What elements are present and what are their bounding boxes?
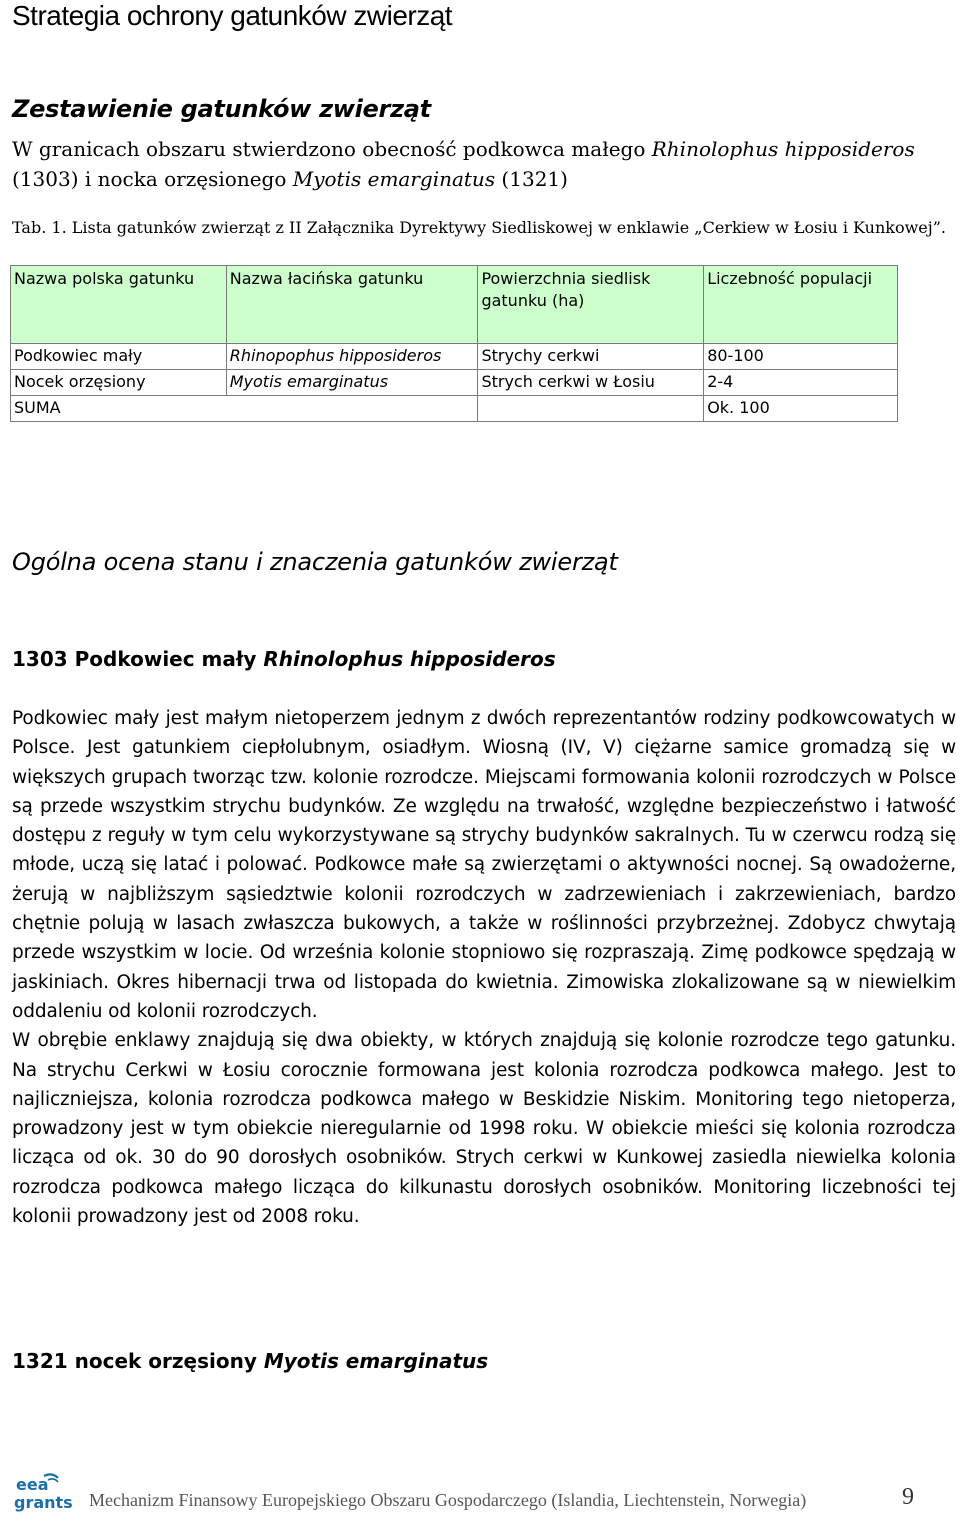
- eea-grants-logo-icon: [8, 1472, 80, 1512]
- page-number: 9: [902, 1484, 914, 1510]
- header-latin-name: Nazwa łacińska gatunku: [226, 266, 478, 344]
- intro-latin-2: Myotis emarginatus: [292, 167, 496, 191]
- cell-polish-name: Podkowiec mały: [11, 344, 227, 370]
- cell-habitat: Strychy cerkwi: [478, 344, 704, 370]
- cell-polish-name: Nocek orzęsiony: [11, 370, 227, 396]
- table-caption: Tab. 1. Lista gatunków zwierząt z II Załącznika Dyrektywy Siedliskowej w enklawie „Cerkiew w Łosiu i Kunkowej”.: [12, 218, 946, 237]
- species-heading-prefix: 1321 nocek orzęsiony: [12, 1349, 264, 1373]
- cell-habitat: Strych cerkwi w Łosiu: [478, 370, 704, 396]
- intro-text-3: (1321): [495, 167, 568, 191]
- cell-sum-value: Ok. 100: [704, 396, 898, 422]
- paragraph: Podkowiec mały jest małym nietoperzem jednym z dwóch reprezentantów rodziny podkowcowatych w Polsce. Jest gatunkiem ciepłolubnym, osiadłym. Wiosną (IV, V) ciężarne samice gromadzą się w większych grupach tworząc tzw. kolonie rozrodcze. Miejscami formowania kolonii rozrodczych w Polsce są przede wszystkim strychu budynków. Ze względu na trwałość, względne bezpieczeństwo i łatwość dostępu z reguły w tym celu wykorzystywane są strychy budynków sakralnych. Tu w czerwcu rodzą się młode, uczą się latać i polować. Podkowce małe są zwierzętami o aktywności nocnej. Są owadożerne, żerują w najbliższym sąsiedztwie kolonii rozrodczych w zadrzewieniach i zakrzewieniach, bardzo chętnie polują w lasach zwłaszcza bukowych, a także w roślinności przybrzeżnej. Zdobycz chwytają przede wszystkim w locie. Od września kolonie stopniowo się rozpraszają. Zimę podkowce spędzają w jaskiniach. Okres hibernacji trwa od listopada do kwietnia. Zimowiska zlokalizowane są w niewielkim oddaleniu od kolonii rozrodczych.: [12, 708, 956, 1022]
- species-heading-1321: [12, 1349, 488, 1373]
- table-row: [11, 344, 898, 370]
- species-table: [10, 265, 898, 422]
- page-footer: [0, 1460, 960, 1523]
- table-header-row: [11, 266, 898, 344]
- header-polish-name: Nazwa polska gatunku: [11, 266, 227, 344]
- intro-text-1: W granicach obszaru stwierdzono obecność podkowca małego: [12, 137, 652, 161]
- intro-latin-1: Rhinolophus hipposideros: [651, 137, 915, 161]
- paragraph: W obrębie enklawy znajdują się dwa obiekty, w których znajdują się kolonie rozrodcze tego gatunku. Na strychu Cerkwi w Łosiu corocznie formowana jest kolonia rozrodcza podkowca małego. Jest to najliczniejsza, kolonia rozrodcza podkowca małego w Beskidzie Niskim. Monitoring tego nietoperza, prowadzony jest w tym obiekcie nieregularnie od 1998 roku. W obiekcie mieści się kolonia rozrodcza licząca od ok. 30 do 90 dorosłych osobników. Strych cerkwi w Kunkowej zasiedla niewielka kolonia rozrodcza podkowca małego licząca do kilkunastu dorosłych osobników. Monitoring liczebności tej kolonii prowadzony jest od 2008 roku.: [12, 1030, 956, 1228]
- table-row: [11, 370, 898, 396]
- header-population: Liczebność populacji: [704, 266, 898, 344]
- cell-sum-label: SUMA: [11, 396, 227, 422]
- cell-empty: [478, 396, 704, 422]
- cell-latin-name: Rhinopophus hipposideros: [226, 344, 478, 370]
- cell-population: 80-100: [704, 344, 898, 370]
- page-title: Strategia ochrony gatunków zwierząt: [12, 0, 453, 31]
- table-sum-row: [11, 396, 898, 422]
- cell-population: 2-4: [704, 370, 898, 396]
- species-heading-prefix: 1303 Podkowiec mały: [12, 647, 264, 671]
- header-habitat-area: Powierzchnia siedlisk gatunku (ha): [478, 266, 704, 344]
- species-heading-latin: Rhinolophus hipposideros: [263, 647, 556, 671]
- intro-paragraph: [12, 134, 952, 194]
- intro-text-2: (1303) i nocka orzęsionego: [12, 167, 293, 191]
- species-heading-1303: [12, 647, 556, 671]
- species-heading-latin: Myotis emarginatus: [263, 1349, 489, 1373]
- footer-text: Mechanizm Finansowy Europejskiego Obszaru Gospodarczego (Islandia, Liechtenstein, Norwegia): [89, 1490, 807, 1510]
- section-heading: Zestawienie gatunków zwierząt: [12, 95, 431, 123]
- assessment-heading: Ogólna ocena stanu i znaczenia gatunków zwierząt: [12, 548, 618, 576]
- eea-grants-logo: [8, 1472, 80, 1512]
- logo-text-top: eea: [16, 1475, 49, 1494]
- species-description: [12, 704, 956, 1231]
- cell-latin-name: Myotis emarginatus: [226, 370, 478, 396]
- logo-text-bottom: grants: [14, 1493, 73, 1512]
- cell-empty: [226, 396, 478, 422]
